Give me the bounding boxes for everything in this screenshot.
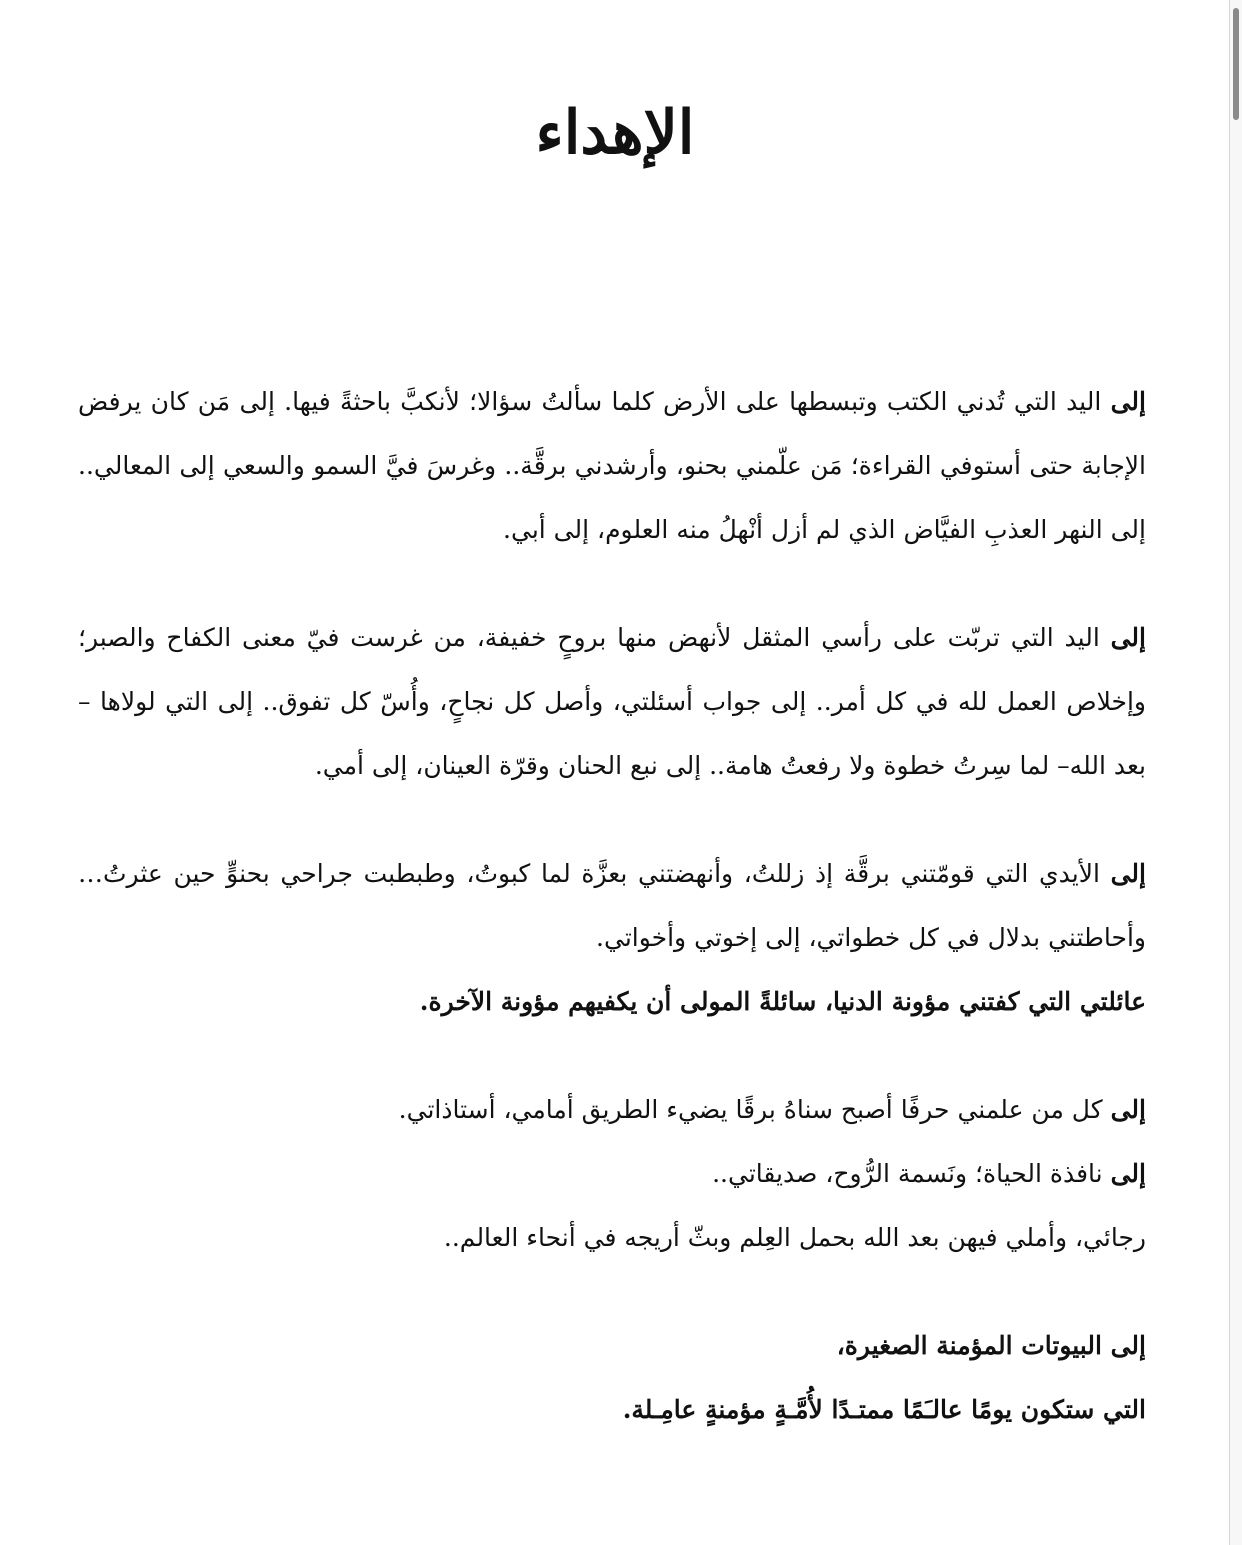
scrollbar[interactable]	[1230, 0, 1242, 1545]
teachers-line: كل من علمني حرفًا أصبح سناهُ برقًا يضيء الطريق أمامي، أستاذاتي.	[398, 1095, 1111, 1124]
dedication-teachers-friends	[78, 1078, 1146, 1270]
paragraph-text: اليد التي تربّت على رأسي المثقل لأنهض منها بروحٍ خفيفة، من غرست فيّ معنى الكفاح والصبر؛ وإخلاص العمل لله في كل أمر.. إلى جواب أسئلتي، وأصل كل نجاحٍ، وأُسّ كل تفوق.. إلى التي لولاها – بعد الله– لما سِرتُ خطوة ولا رفعتُ هامة.. إلى نبع الحنان وقرّة العينان، إلى أمي.	[78, 623, 1146, 780]
lead-word: إلى	[1110, 859, 1146, 888]
dedication-homes	[78, 1314, 1146, 1442]
dedication-mother	[78, 606, 1146, 798]
homes-line-1: إلى البيوتات المؤمنة الصغيرة،	[836, 1331, 1146, 1360]
hope-line: رجائي، وأملي فيهن بعد الله بحمل العِلم وبثّ أريجه في أنحاء العالم..	[443, 1223, 1146, 1252]
dedication-father	[78, 370, 1146, 562]
paragraph-text: الأيدي التي قومّتني برقَّة إذ زللتُ، وأنهضتني بعزَّة لما كبوتُ، وطبطبت جراحي بحنوٍّ حين عثرتُ… وأحاطتني بدلال في كل خطواتي، إلى إخوتي وأخواتي.	[78, 859, 1146, 952]
homes-line-2: التي ستكون يومًا عالـَمًا ممتـدًا لأُمَّـةٍ مؤمنةٍ عامِـلة.	[622, 1395, 1146, 1424]
lead-word: إلى	[1110, 1095, 1146, 1124]
scrollbar-thumb[interactable]	[1233, 8, 1239, 120]
lead-word: إلى	[1110, 387, 1146, 416]
family-line: عائلتي التي كفتني مؤونة الدنيا، سائلةً المولى أن يكفيهم مؤونة الآخرة.	[419, 987, 1146, 1016]
friends-line: نافذة الحياة؛ ونَسمة الرُّوح، صديقاتي..	[712, 1159, 1111, 1188]
lead-word: إلى	[1110, 623, 1146, 652]
dedication-siblings	[78, 842, 1146, 1034]
page-title: الإهداء	[535, 98, 695, 168]
lead-word: إلى	[1110, 1159, 1146, 1188]
paragraph-text: اليد التي تُدني الكتب وتبسطها على الأرض كلما سألتُ سؤالا؛ لأنكبَّ باحثةً فيها. إلى مَن كان يرفض الإجابة حتى أستوفي القراءة؛ مَن علّمني بحنو، وأرشدني برقَّة.. وغرسَ فيَّ السمو والسعي إلى المعالي.. إلى النهر العذبِ الفيَّاض الذي لم أزل أنْهلُ منه العلوم، إلى أبي.	[78, 387, 1146, 544]
dedication-body	[78, 370, 1146, 1442]
